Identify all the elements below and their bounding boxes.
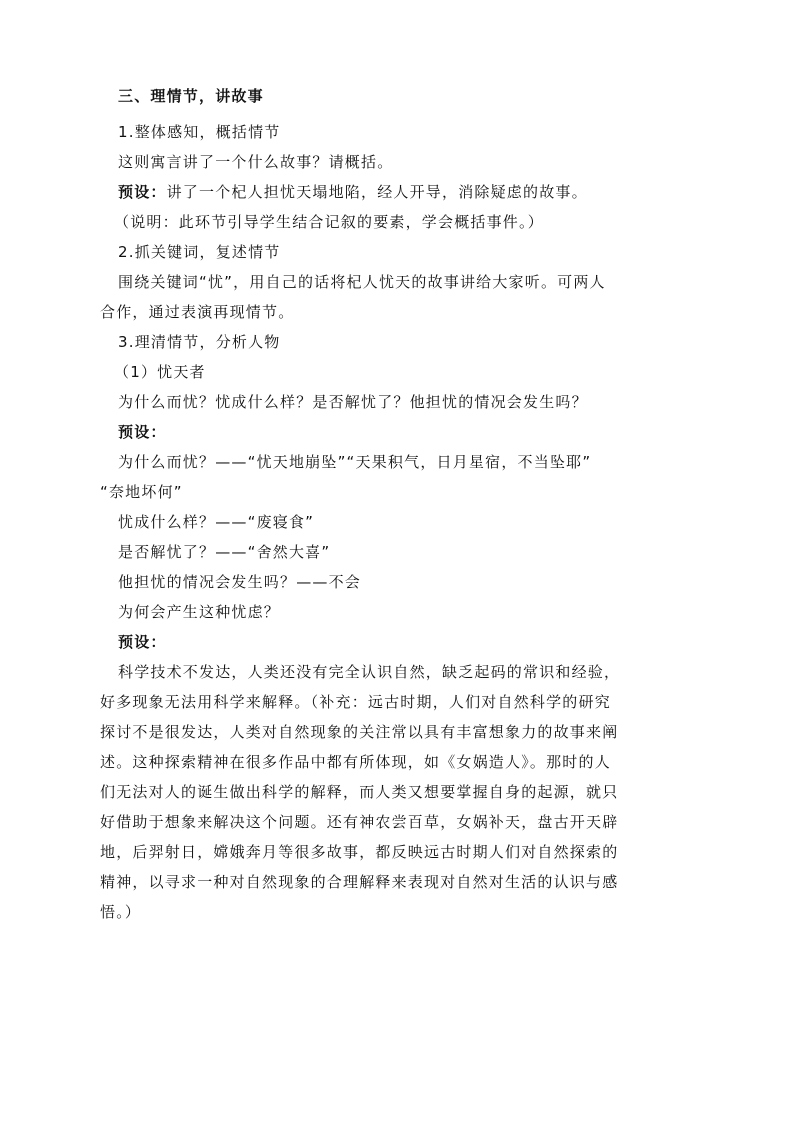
step3-answer1-line1: 为什么而忧？——“忧天地崩坠”“天果积气，日月星宿，不当坠耶” xyxy=(118,453,592,471)
step3-answer4: 他担忧的情况会发生吗？——不会 xyxy=(118,573,362,591)
step1-note: （说明：此环节引导学生结合记叙的要素，学会概括事件。） xyxy=(114,213,544,231)
step3-question2: 为何会产生这种忧虑？ xyxy=(118,603,281,621)
para-line: 悟。） xyxy=(100,903,142,921)
step3-preset-label: 预设： xyxy=(118,423,167,441)
step1-question: 这则寓言讲了一个什么故事？请概括。 xyxy=(118,153,394,171)
para-line: 科学技术不发达，人类还没有完全认识自然，缺乏起码的常识和经验， xyxy=(118,663,621,681)
para-line: 探讨不是很发达，人类对自然现象的关注常以具有丰富想象力的故事来阐 xyxy=(100,723,619,741)
step3-answer1-line2: “奈地坏何” xyxy=(100,483,183,501)
step3-title: 3.理清情节，分析人物 xyxy=(118,333,281,351)
step3-question: 为什么而忧？忧成什么样？是否解忧了？他担忧的情况会发生吗？ xyxy=(118,393,588,411)
step3-answer2: 忧成什么样？——“废寝食” xyxy=(118,513,315,531)
explanation-paragraph xyxy=(100,657,680,927)
para-line: 们无法对人的诞生做出科学的解释，而人类又想要掌握自身的起源，就只 xyxy=(100,783,619,801)
step3-sub1: （1）忧天者 xyxy=(114,363,206,381)
step2-text-line2: 合作，通过表演再现情节。 xyxy=(100,303,295,321)
para-line: 地，后羿射日，嫦娥奔月等很多故事，都反映远古时期人们对自然探索的 xyxy=(100,843,619,861)
step1-title: 1.整体感知，概括情节 xyxy=(118,123,281,141)
para-line: 好借助于想象来解决这个问题。还有神农尝百草，女娲补天，盘古开天辟 xyxy=(100,813,619,831)
step2-title: 2.抓关键词，复述情节 xyxy=(118,243,281,261)
step2-text-line1: 围绕关键词“忧”，用自己的话将杞人忧天的故事讲给大家听。可两人 xyxy=(118,273,606,291)
preset-label: 预设： xyxy=(118,183,167,201)
para-line: 述。这种探索精神在很多作品中都有所体现，如《女娲造人》。那时的人 xyxy=(100,753,611,771)
preset-text: 讲了一个杞人担忧天塌地陷，经人开导，消除疑虑的故事。 xyxy=(166,183,588,201)
para-line: 好多现象无法用科学来解释。（补充：远古时期，人们对自然科学的研究 xyxy=(100,693,611,711)
document-page xyxy=(100,84,678,927)
step3-preset-label2: 预设： xyxy=(118,633,167,651)
step3-answer3: 是否解忧了？——“舍然大喜” xyxy=(118,543,331,561)
step1-preset xyxy=(118,177,678,207)
para-line: 精神，以寻求一种对自然现象的合理解释来表现对自然对生活的认识与感 xyxy=(100,873,619,891)
section-title: 三、理情节，讲故事 xyxy=(118,87,264,105)
